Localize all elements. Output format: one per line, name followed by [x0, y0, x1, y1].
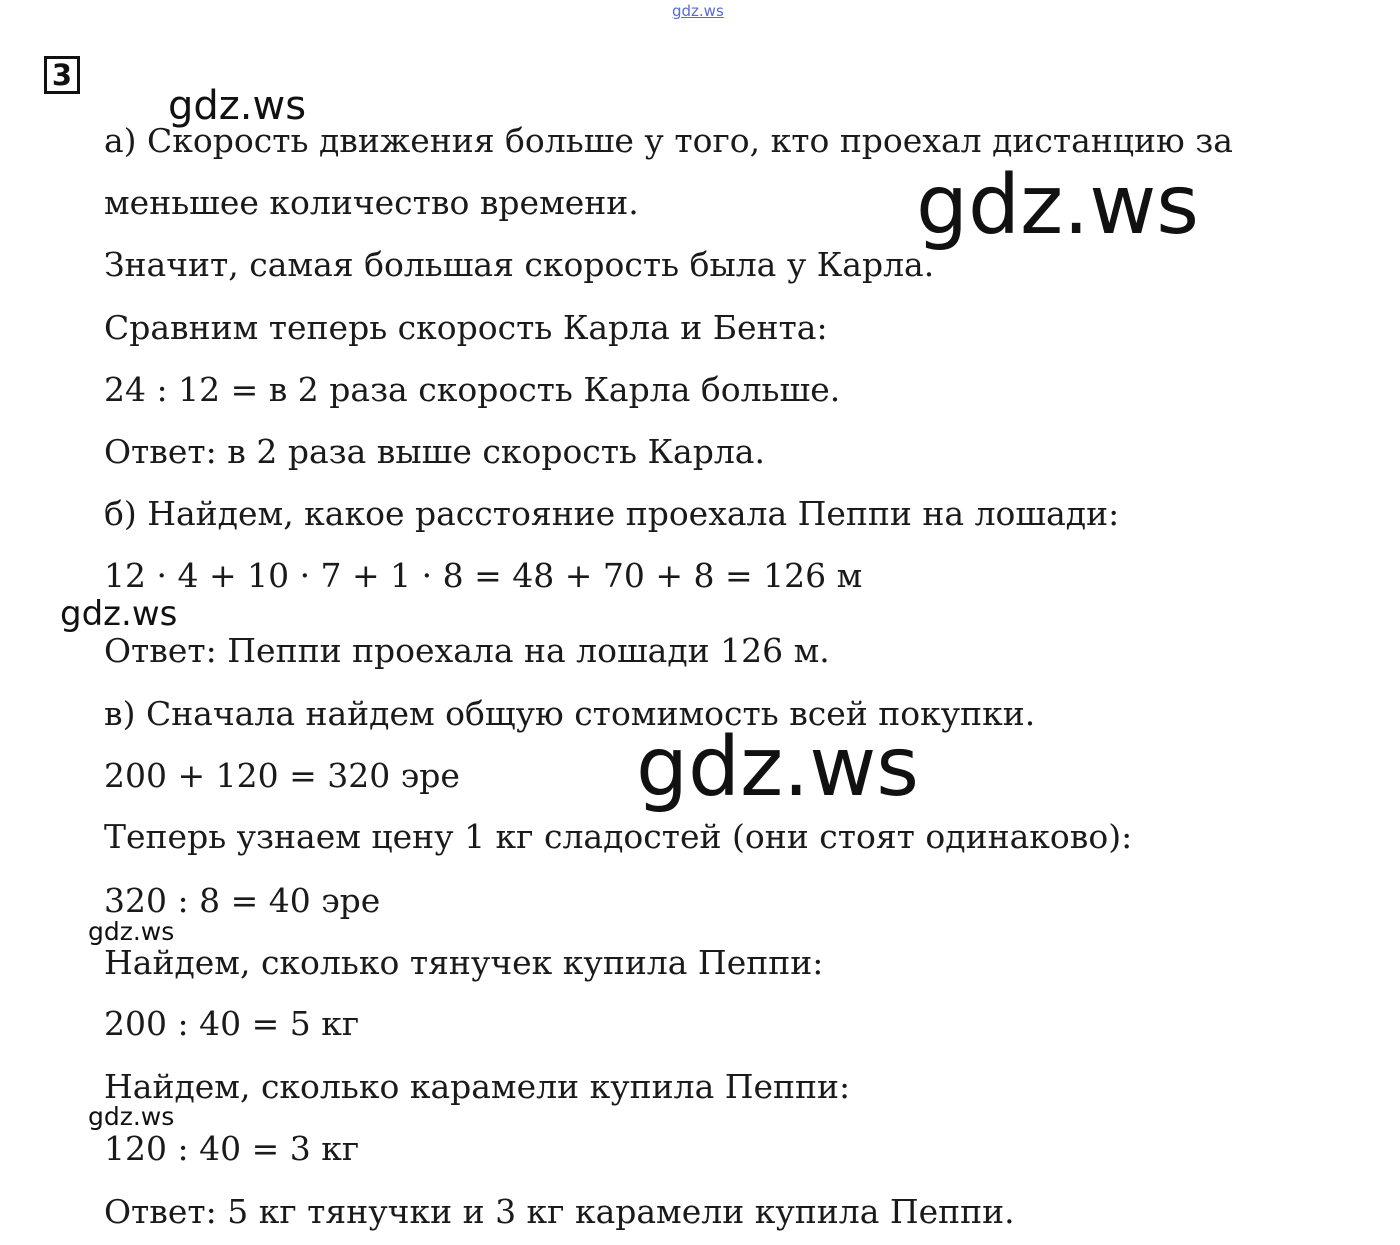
solution-line: а) Скорость движения больше у того, кто проехал дистанцию за: [104, 121, 1233, 160]
solution-line: Значит, самая большая скорость была у Карла.: [104, 245, 935, 284]
solution-line: 200 : 40 = 5 кг: [104, 1004, 360, 1043]
top-watermark-link[interactable]: gdz.ws: [672, 2, 724, 20]
solution-line: б) Найдем, какое расстояние проехала Пеппи на лошади:: [104, 494, 1120, 533]
solution-line: Ответ: 5 кг тянучки и 3 кг карамели купила Пеппи.: [104, 1192, 1015, 1231]
solution-line: Найдем, сколько тянучек купила Пеппи:: [104, 943, 824, 982]
solution-line: 320 : 8 = 40 эре: [104, 881, 381, 920]
solution-line: Ответ: Пеппи проехала на лошади 126 м.: [104, 631, 830, 670]
watermark: gdz.ws: [88, 917, 175, 946]
watermark: gdz.ws: [168, 83, 307, 129]
solution-line: меньшее количество времени.: [104, 183, 639, 222]
solution-line: 12 · 4 + 10 · 7 + 1 · 8 = 48 + 70 + 8 = 126 м: [104, 556, 863, 595]
solution-line: Теперь узнаем цену 1 кг сладостей (они стоят одинаково):: [104, 817, 1133, 856]
task-number-badge: 3: [44, 56, 80, 94]
solution-line: 24 : 12 = в 2 раза скорость Карла больше.: [104, 370, 841, 409]
watermark: gdz.ws: [636, 720, 919, 815]
watermark: gdz.ws: [88, 1102, 175, 1131]
solution-line: Ответ: в 2 раза выше скорость Карла.: [104, 432, 765, 471]
watermark: gdz.ws: [60, 594, 178, 634]
watermark: gdz.ws: [916, 158, 1199, 253]
solution-line: Найдем, сколько карамели купила Пеппи:: [104, 1067, 851, 1106]
solution-line: 120 : 40 = 3 кг: [104, 1129, 360, 1168]
solution-line: Сравним теперь скорость Карла и Бента:: [104, 308, 828, 347]
solution-line: в) Сначала найдем общую стомимость всей покупки.: [104, 694, 1036, 733]
solution-line: 200 + 120 = 320 эре: [104, 756, 460, 795]
